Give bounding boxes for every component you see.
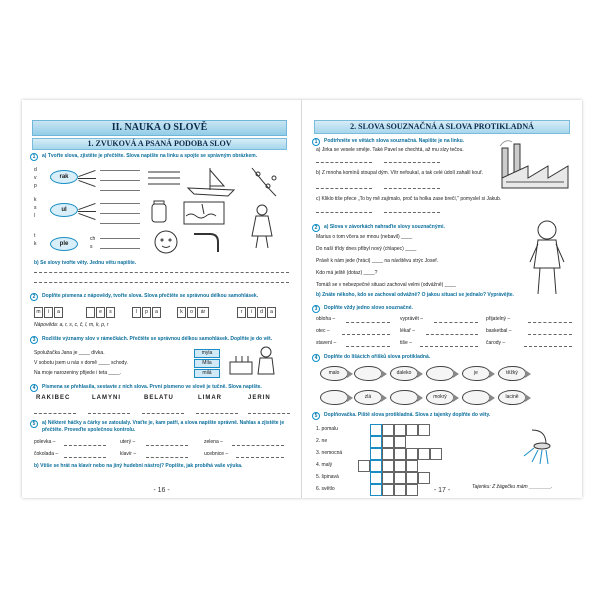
crossword-cell[interactable] — [406, 460, 418, 472]
sentence: a) Jirka se vesele směje. Také Pavel se chechtá, až mu slzy tečou. — [316, 147, 464, 153]
nut-shape[interactable]: mokrý — [426, 390, 454, 405]
letter: l — [34, 213, 36, 219]
crossword-cell[interactable] — [418, 472, 430, 484]
exercise-number: 3 — [30, 336, 38, 344]
exercise-instruction: Doplňte písmena z nápovědy, tvořte slova. Slova přečtěte se správnou délkou samohlásek. — [42, 293, 259, 299]
syllable-box[interactable]: l — [132, 307, 141, 318]
word-item: klavír – — [120, 451, 137, 457]
boy-illustration — [524, 218, 570, 298]
sentence: Do naší třídy dnes přibyl nový (chlapec) ____ — [316, 246, 417, 252]
answer-line[interactable] — [64, 445, 106, 446]
syllable-group — [177, 307, 210, 318]
illustrations — [144, 164, 294, 256]
word-item: obloha – — [316, 316, 336, 322]
left-page — [22, 100, 302, 498]
exercise-number: 3 — [312, 305, 320, 313]
answer-line[interactable] — [384, 188, 440, 189]
answer-line[interactable] — [528, 334, 572, 335]
answer-line[interactable] — [146, 445, 188, 446]
crossword-cell[interactable] — [394, 472, 406, 484]
crossword-cell[interactable] — [418, 424, 430, 436]
answer-line[interactable] — [100, 223, 140, 224]
nut-shape[interactable]: zlá — [354, 390, 382, 405]
exercise-instruction: Doplňovačka. Piště slova protikladná. Slova z tajenky doplňte do věty. — [324, 412, 491, 418]
page-number: - 17 - — [433, 487, 451, 494]
scrambled-word: RAKIBEC — [36, 395, 71, 401]
workbook-spread — [22, 100, 582, 498]
answer-line[interactable] — [142, 413, 184, 414]
connector-line — [78, 211, 96, 212]
syllable-box[interactable]: a — [54, 307, 63, 318]
answer-line[interactable] — [342, 334, 390, 335]
scrambled-word: JERIN — [248, 395, 271, 401]
exercise-subtask: b) Se slovy tvořte věty. Jednu větu napište. — [34, 260, 137, 266]
crossword-cell[interactable] — [370, 424, 382, 436]
syllable-box[interactable]: p — [142, 307, 151, 318]
crossword-clue: 5. špinavá — [316, 474, 339, 480]
syllable-box[interactable]: ár — [197, 307, 209, 318]
nut-shape[interactable]: je — [462, 366, 490, 381]
nut-shape[interactable] — [354, 366, 382, 381]
word-item: vyprávět – — [400, 316, 424, 322]
answer-line[interactable] — [420, 346, 478, 347]
letter-ch: ch — [90, 236, 96, 242]
answer-line[interactable] — [316, 188, 372, 189]
scrambled-word: BELATU — [144, 395, 174, 401]
nut-shape[interactable] — [426, 366, 454, 381]
nut-shape[interactable] — [390, 390, 418, 405]
letter: d — [34, 167, 37, 173]
exercise-number: 2 — [30, 293, 38, 301]
connector-line — [78, 180, 95, 187]
syllable-box[interactable]: a — [267, 307, 276, 318]
word-item: uterý – — [120, 439, 136, 445]
answer-line[interactable] — [64, 457, 106, 458]
letter-column-c — [34, 232, 37, 248]
pipe-illustration — [194, 234, 218, 252]
answer-line[interactable] — [34, 282, 289, 283]
answer-line[interactable] — [100, 170, 140, 171]
syllable-group — [237, 307, 277, 318]
syllable-group — [86, 307, 116, 318]
girl-illustration — [252, 205, 272, 248]
crossword-cell[interactable] — [370, 472, 382, 484]
crossword-cell[interactable] — [382, 436, 394, 448]
answer-line[interactable] — [100, 248, 140, 249]
nut-shape[interactable] — [320, 390, 348, 405]
sentence: b) Z mnoha komínů stoupal dým. Vítr nefoukal, a tak celé údolí zahalil kouř. — [316, 170, 484, 176]
shower-illustration — [502, 426, 562, 470]
syllable-box[interactable]: r — [237, 307, 246, 318]
rake-illustration — [148, 172, 180, 184]
crossword-cell[interactable] — [394, 424, 406, 436]
letter: s — [34, 205, 37, 211]
word-item: přijatelný – — [486, 316, 511, 322]
syllable-group — [132, 307, 162, 318]
crossword-cell[interactable] — [394, 448, 406, 460]
crossword-cell[interactable] — [394, 460, 406, 472]
letter: k — [34, 197, 37, 203]
syllable-oval: ple — [50, 237, 78, 251]
crossword-cell[interactable] — [382, 424, 394, 436]
word-item: zelena – — [204, 439, 223, 445]
word-item: lékař – — [400, 328, 416, 334]
section-heading: 1. ZVUKOVÁ A PSANÁ PODOBA SLOV — [32, 138, 287, 150]
exercise-instruction: Písmena se přehlasila, sestavte z nich slova. První písmeno ve slově je tučně. Slova napište. — [42, 384, 262, 390]
answer-line[interactable] — [100, 203, 140, 204]
syllable-oval: ul — [50, 203, 78, 217]
answer-line[interactable] — [232, 445, 284, 446]
syllable-box[interactable]: k — [177, 307, 186, 318]
sentence: Spolužačka Jana je ____ dívka. — [34, 350, 105, 356]
crossword-cell[interactable] — [370, 448, 382, 460]
syllable-box[interactable]: m — [34, 307, 43, 318]
answer-line[interactable] — [426, 334, 478, 335]
syllable-box[interactable] — [86, 307, 95, 318]
answer-line[interactable] — [236, 457, 284, 458]
exercise-number: 1 — [312, 138, 320, 146]
answer-line[interactable] — [384, 212, 440, 213]
connector-line — [78, 213, 95, 220]
exercise-number: 4 — [30, 384, 38, 392]
answer-line[interactable] — [100, 190, 140, 191]
syllable-box[interactable]: e — [96, 307, 105, 318]
word-item: basketbal – — [486, 328, 512, 334]
crossword-cell[interactable] — [358, 460, 370, 472]
answer-line[interactable] — [316, 212, 372, 213]
exercise-number: 4 — [312, 354, 320, 362]
syllable-box[interactable]: o — [187, 307, 196, 318]
exercise-subtask: b) Znáte někoho, kdo se zachoval odvážně? O jakou situaci se jednalo? Vyprávějte. — [316, 292, 514, 298]
exercise-instruction: Rozlište významy slov v rámečkách. Přečtěte se správnou délkou samohlásek. Doplňte je do vět. — [42, 336, 273, 342]
exercise-instruction: Podtrhněte ve větách slova souznačná. Napište je na linku. — [324, 138, 465, 144]
word-item: otec – — [316, 328, 330, 334]
hint-text: Nápověda: a, r, s, c, č, l, m, k, p, r — [34, 322, 109, 328]
letter: k — [34, 241, 37, 247]
cake-illustration — [226, 344, 282, 378]
scrambled-word: LAMYNI — [92, 395, 121, 401]
head-illustration — [155, 231, 177, 253]
crossword-cell[interactable] — [406, 424, 418, 436]
crossword-cell[interactable] — [406, 472, 418, 484]
letter: v — [34, 175, 37, 181]
sentence: Kdo má ještě (dotaz) ____? — [316, 270, 378, 276]
section-heading: 2. SLOVA SOUZNAČNÁ A SLOVA PROTIKLADNÁ — [314, 120, 570, 134]
syllable-box[interactable]: i — [44, 307, 53, 318]
sentence: Právě k nám jede (hráci) ____ na návštěvu strýc Josef. — [316, 258, 439, 264]
exercise-number: 2 — [312, 224, 320, 232]
hidden-word-sentence: Tajenku: Z žágečku mám ________. — [472, 484, 553, 490]
word-item: ucebnice – — [204, 451, 229, 457]
page-number: - 16 - — [153, 487, 170, 494]
crossword-clue: 4. malý — [316, 462, 333, 468]
word-tag: myla — [194, 349, 220, 358]
crossword-cell[interactable] — [370, 436, 382, 448]
word-item: čokolada – — [34, 451, 59, 457]
connector-line — [78, 170, 95, 177]
syllable-group — [34, 307, 64, 318]
answer-line[interactable] — [88, 413, 130, 414]
chapter-heading: II. NAUKA O SLOVĚ — [32, 120, 287, 136]
crossword-clue: 3. nemocná — [316, 450, 343, 456]
answer-line[interactable] — [100, 238, 140, 239]
letter: t — [34, 233, 36, 239]
sentence: Na moje narozeniny přijede i teta ____. — [34, 370, 121, 376]
answer-line[interactable] — [34, 413, 76, 414]
jar-illustration — [152, 201, 166, 222]
answer-line[interactable] — [100, 213, 140, 214]
nut-shape[interactable]: lacině — [498, 390, 526, 405]
connector-line — [78, 178, 96, 179]
word-item: polevka – — [34, 439, 56, 445]
answer-line[interactable] — [346, 322, 390, 323]
word-item: stavení – — [316, 340, 337, 346]
letter-column-b — [34, 196, 37, 220]
exercise-number: 1 — [30, 153, 38, 161]
answer-line[interactable] — [146, 457, 188, 458]
syllable-oval: rak — [50, 170, 78, 184]
answer-line[interactable] — [346, 346, 390, 347]
exercise-instruction: a) Tvořte slova, zjistěte je přečtěte. Slova napište na linku a spojte se správným obrázkem. — [42, 153, 258, 159]
connector-line — [78, 203, 95, 210]
letter-s: s — [90, 244, 93, 250]
exercise-number: 5 — [312, 412, 320, 420]
letter: p — [34, 183, 37, 189]
answer-line[interactable] — [524, 346, 572, 347]
word-item: čarody – — [486, 340, 506, 346]
answer-line[interactable] — [100, 180, 140, 181]
crossword-clue: 1. pomalu — [316, 426, 338, 432]
sentence: c) Kliklo tiše přece „To by mě zajímalo, proč ta holka zase brečí," pomyslel si Jakub. — [316, 196, 502, 202]
crossword-clue: 2. ne — [316, 438, 328, 444]
answer-line[interactable] — [528, 322, 572, 323]
answer-line[interactable] — [248, 413, 290, 414]
sentence: Marius o tom včera se mnou (nebavil) ____ — [316, 234, 413, 240]
crossword-cell[interactable] — [382, 460, 394, 472]
right-page — [302, 100, 582, 498]
exercise-instruction: a) Slova v závorkách nahraďte slovy souznačnými. — [324, 224, 445, 230]
word-tag: Míla — [194, 359, 220, 368]
word-item: tiše – — [400, 340, 412, 346]
crossword-clue: 6. světlo — [316, 486, 335, 492]
syllable-box[interactable]: a — [152, 307, 161, 318]
syllable-box[interactable]: i — [247, 307, 256, 318]
crossword-cell[interactable] — [382, 448, 394, 460]
crossword-cell[interactable] — [418, 448, 430, 460]
nut-shape[interactable]: daleko — [390, 366, 418, 381]
boat-illustration — [188, 168, 234, 196]
scrambled-word: LIMAR — [198, 395, 222, 401]
nut-shape[interactable] — [462, 390, 490, 405]
crossword-cell[interactable] — [382, 472, 394, 484]
answer-line[interactable] — [34, 272, 289, 273]
word-tag: milá — [194, 369, 220, 378]
exercise-instruction: a) Některé háčky a čárky se zatoulaly. Vraťte je, kam patří, a slova napište správně. Nahlas a zjistěte je přečtěte. Proveďte společnou kontrolu. — [42, 420, 285, 433]
sentence: Tomáš se v nebezpečné situaci zachoval velmi (odvážně) ____ — [316, 282, 456, 288]
nut-shape[interactable]: malo — [320, 366, 348, 381]
branch-illustration — [252, 168, 276, 196]
crossword-cell[interactable] — [394, 436, 406, 448]
letter-column-a — [34, 166, 37, 190]
sea-illustration — [184, 202, 224, 224]
exercise-instruction: Doplňte vždy jedno slovo souznačné. — [324, 305, 413, 311]
exercise-instruction: Doplňte do lišácích ořišků slova protikladná. — [324, 354, 431, 360]
crossword-cell[interactable] — [370, 460, 382, 472]
answer-line[interactable] — [196, 413, 238, 414]
factory-illustration — [498, 138, 572, 190]
syllable-box[interactable]: d — [257, 307, 266, 318]
answer-line[interactable] — [316, 162, 372, 163]
answer-line[interactable] — [384, 162, 440, 163]
nut-shape[interactable]: těžký — [498, 366, 526, 381]
sentence: V sobotu jsem u nás v domě ____ schody. — [34, 360, 128, 366]
syllable-box[interactable]: s — [106, 307, 115, 318]
crossword-cell[interactable] — [406, 448, 418, 460]
crossword-cell[interactable] — [430, 448, 442, 460]
exercise-subtask: b) Vtiše se hrát na klavír nebo na jiný hudební nástroj? Popište, jak probíhá vaše výuka. — [34, 463, 243, 469]
answer-line[interactable] — [434, 322, 478, 323]
exercise-number: 5 — [30, 420, 38, 428]
